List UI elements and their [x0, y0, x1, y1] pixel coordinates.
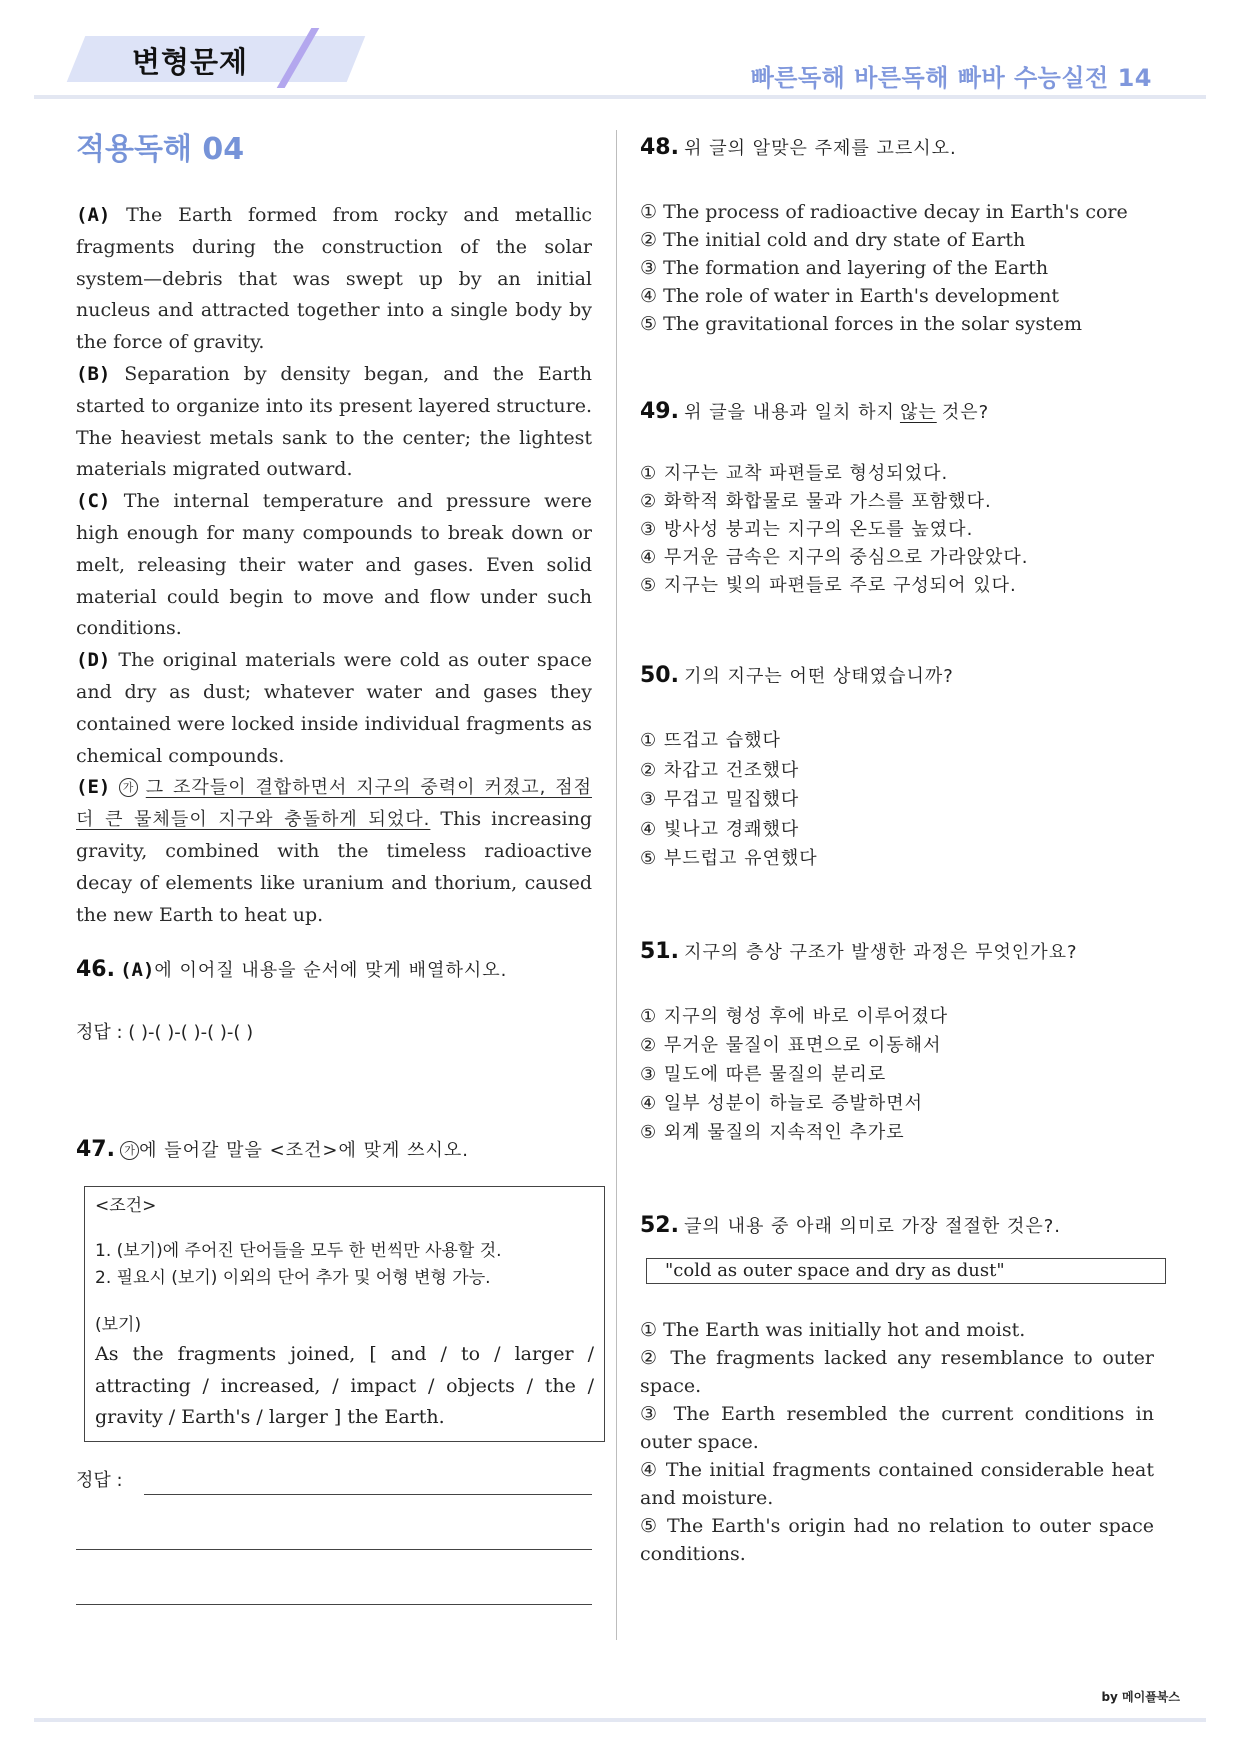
question-47 — [76, 1136, 469, 1162]
question-52 — [640, 1212, 1061, 1238]
question-number: 52. — [640, 1213, 679, 1238]
bogi-words: As the fragments joined, [ and / to / larger / attracting / increased, / impact / objects / the / gravity / Earth's / larger ] the Earth. — [95, 1343, 594, 1428]
choices-51 — [640, 1002, 1160, 1147]
answer-sequence-blank[interactable]: 정답 : ( )-( )-( )-( )-( ) — [76, 1022, 254, 1043]
marker-ga-icon: 가 — [120, 1141, 139, 1160]
choice-1[interactable]: ① The process of radioactive decay in Earth's core — [640, 201, 1128, 223]
paragraph-b — [76, 359, 592, 486]
publisher-credit: by 메이플북스 — [1101, 1690, 1180, 1704]
choice-2[interactable]: ② 화학적 화합물로 물과 가스를 포함했다. — [640, 491, 992, 512]
question-text: 위 글을 내용과 일치 하지 — [684, 402, 895, 423]
question-number: 51. — [640, 939, 679, 964]
choice-1[interactable]: ① 뜨겁고 습했다 — [640, 730, 781, 751]
paragraph-text: Separation by density began, and the Earth started to organize into its present layered structure. The heaviest metals sank to the center; the lightest materials migrated outward. — [76, 362, 592, 481]
choice-4[interactable]: ④ 빛나고 경쾌했다 — [640, 818, 800, 840]
question-number: 46. — [76, 957, 115, 982]
question-text: 기의 지구는 어떤 상태였습니까? — [684, 666, 954, 687]
choice-2[interactable]: ② 무거운 물질이 표면으로 이동해서 — [640, 1035, 942, 1056]
quote-box: "cold as outer space and dry as dust" — [646, 1258, 1166, 1284]
question-text: 글의 내용 중 아래 의미로 가장 절절한 것은?. — [684, 1216, 1061, 1237]
paragraph-a — [76, 200, 592, 359]
answer-line-3[interactable] — [76, 1604, 592, 1605]
choices-50 — [640, 726, 1160, 874]
column-divider — [616, 130, 617, 1640]
footer-divider — [34, 1718, 1206, 1722]
choice-3[interactable]: ③ 방사성 붕괴는 지구의 온도를 높였다. — [640, 519, 974, 540]
question-text: 지구의 층상 구조가 발생한 과정은 무엇인가요? — [684, 942, 1078, 963]
question-number: 48. — [640, 135, 679, 160]
choice-4[interactable]: ④ 무거운 금속은 지구의 중심으로 가라앉았다. — [640, 547, 1029, 568]
question-text: 것은? — [941, 402, 990, 423]
choices-49 — [640, 460, 1160, 600]
question-49 — [640, 398, 989, 424]
answer-label: 정답 : — [76, 1470, 123, 1491]
question-50 — [640, 662, 954, 688]
condition-box — [84, 1186, 605, 1442]
paragraph-c — [76, 486, 592, 645]
book-title: 빠른독해 바른독해 빠바 수능실전 14 — [750, 64, 1152, 92]
choice-5[interactable]: ⑤ 외계 물질의 지속적인 추가로 — [640, 1122, 905, 1143]
answer-line-2[interactable] — [76, 1549, 592, 1550]
choice-2[interactable]: ② The initial cold and dry state of Earth — [640, 229, 1026, 251]
choice-3[interactable]: ③ The Earth resembled the current conditions in outer space. — [640, 1403, 1154, 1453]
choice-1[interactable]: ① 지구는 교착 파편들로 형성되었다. — [640, 463, 949, 484]
paragraph-label: (A) — [120, 959, 155, 981]
choice-5[interactable]: ⑤ The gravitational forces in the solar system — [640, 313, 1083, 335]
condition-rule-2: 2. 필요시 (보기) 이외의 단어 추가 및 어형 변형 가능. — [95, 1268, 491, 1288]
spacer — [95, 1220, 594, 1238]
paragraph-text: This increasing gravity, combined with the timeless radioactive decay of elements like uranium and thorium, caused the new Earth to heat up. — [76, 808, 592, 926]
choice-3[interactable]: ③ 밀도에 따른 물질의 분리로 — [640, 1064, 887, 1085]
header-divider — [34, 95, 1206, 99]
marker-ga-icon: 가 — [119, 778, 138, 797]
question-number: 50. — [640, 663, 679, 688]
paragraph-text: The Earth formed from rocky and metallic fragments during the construction of the solar system—debris that was swept up by an initial nucleus and attracted together into a single body by the force of gravity. — [76, 204, 592, 354]
choices-52 — [640, 1316, 1154, 1568]
choice-5[interactable]: ⑤ The Earth's origin had no relation to outer space conditions. — [640, 1515, 1154, 1565]
choice-5[interactable]: ⑤ 부드럽고 유연했다 — [640, 848, 818, 869]
choice-4[interactable]: ④ The initial fragments contained considerable heat and moisture. — [640, 1459, 1154, 1509]
badge-text: 변형문제 — [132, 45, 249, 79]
question-text-underlined: 않는 — [899, 402, 937, 423]
choice-4[interactable]: ④ 일부 성분이 하늘로 증발하면서 — [640, 1093, 924, 1114]
condition-heading: <조건> — [95, 1196, 157, 1216]
paragraph-text: The internal temperature and pressure were high enough for many compounds to break down or melt, releasing their water and gases. Even solid material could begin to move and flow under such conditions. — [76, 490, 593, 640]
choices-48 — [640, 198, 1160, 338]
spacer — [95, 1292, 594, 1312]
question-number: 49. — [640, 399, 679, 424]
paragraph-label: (B) — [76, 362, 111, 385]
paragraph-d — [76, 645, 592, 772]
header-badge — [62, 28, 362, 84]
choice-1[interactable]: ① The Earth was initially hot and moist. — [640, 1319, 1026, 1341]
choice-2[interactable]: ② 차갑고 건조했다 — [640, 759, 800, 781]
bogi-label: (보기) — [95, 1315, 142, 1335]
answer-line-1[interactable] — [144, 1494, 592, 1495]
section-title: 적용독해 04 — [76, 132, 245, 167]
question-text: 에 이어질 내용을 순서에 맞게 배열하시오. — [154, 960, 508, 981]
question-46 — [76, 956, 507, 982]
paragraph-text: The original materials were cold as outer space and dry as dust; whatever water and gases they contained were locked inside individual fragments as chemical compounds. — [76, 649, 592, 767]
choice-2[interactable]: ② The fragments lacked any resemblance to outer space. — [640, 1347, 1154, 1397]
question-48 — [640, 134, 957, 160]
condition-rule-1: 1. (보기)에 주어진 단어들을 모두 한 번씩만 사용할 것. — [95, 1241, 502, 1261]
reading-passage — [76, 200, 592, 931]
question-text: 에 들어갈 말을 <조건>에 맞게 쓰시오. — [139, 1140, 470, 1161]
paragraph-label: (E) — [76, 776, 111, 799]
underlined-sentence: 그 조각들이 결합하면서 지구의 중력이 커졌고, 점점 더 큰 물체들이 지구와 충돌하게 되었다. — [76, 777, 592, 831]
paragraph-label: (A) — [76, 204, 111, 226]
paragraph-label: (D) — [76, 649, 111, 672]
question-51 — [640, 938, 1078, 964]
question-text: 위 글의 알맞은 주제를 고르시오. — [684, 138, 957, 159]
choice-1[interactable]: ① 지구의 형성 후에 바로 이루어졌다 — [640, 1006, 949, 1027]
question-number: 47. — [76, 1137, 115, 1162]
choice-3[interactable]: ③ The formation and layering of the Earth — [640, 257, 1049, 279]
paragraph-e — [76, 772, 592, 931]
choice-3[interactable]: ③ 무겁고 밀집했다 — [640, 789, 800, 810]
paragraph-label: (C) — [76, 490, 111, 513]
choice-5[interactable]: ⑤ 지구는 빛의 파편들로 주로 구성되어 있다. — [640, 575, 1017, 596]
choice-4[interactable]: ④ The role of water in Earth's development — [640, 285, 1059, 307]
